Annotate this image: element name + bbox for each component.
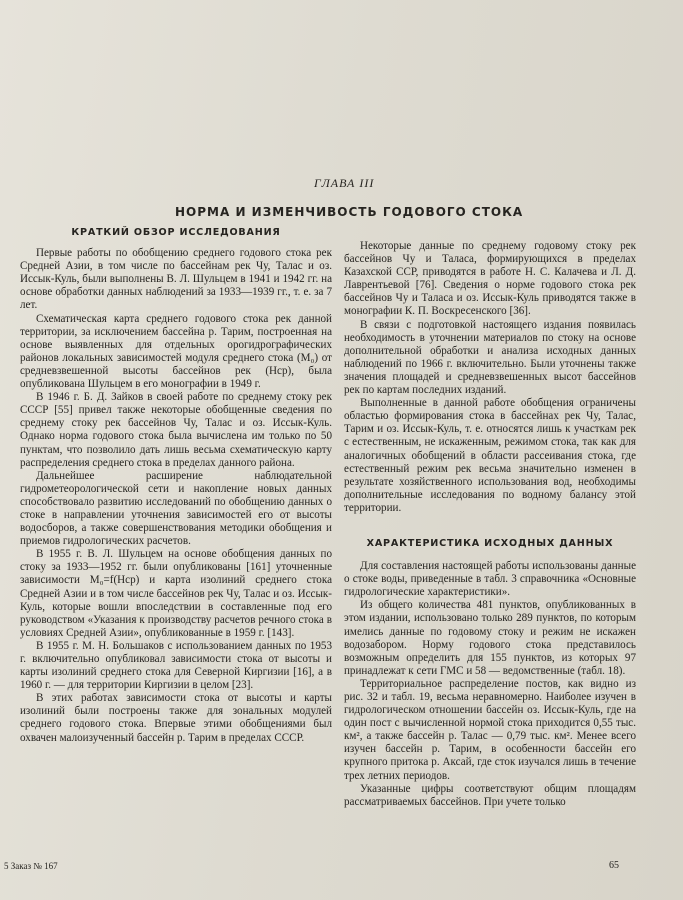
- section-heading-source-data: ХАРАКТЕРИСТИКА ИСХОДНЫХ ДАННЫХ: [366, 537, 614, 549]
- paragraph: Первые работы по обобщению среднего годового стока рек Средней Азии, в том числе по бассейнам рек Чу, Талас и оз. Иссык-Куль, были выполнены В. Л. Шульцем в 1941 и 1942 гг. на основе обработки данных наблюдений за 1933—1939 гг., т. е. за 7 лет.: [20, 247, 332, 312]
- paragraph: Указанные цифры соответствуют общим площадям рассматриваемых бассейнов. При учете только: [344, 782, 636, 808]
- paragraph: Дальнейшее расширение наблюдательной гидрометеорологической сети и накопление новых данных способствовало развитию исследований по обобщению данных о стоке в направлении уточнения зависимостей его от высоты водосборов, а также совершенствования методики обобщения и приемов гидрологических расчетов.: [20, 469, 332, 548]
- right-column: [344, 240, 636, 809]
- paragraph: Некоторые данные по среднему годовому стоку рек бассейнов Чу и Таласа, формирующихся в пределах Казахской ССР, приводятся в работе Н. С. Калачева и Л. Д. Лаврентьевой [76]. Сведения о норме годового стока рек бассейнов Чу и Талаcа и оз. Иссык-Куль приводятся также в монографии К. П. Воскресенского [36].: [344, 240, 636, 318]
- section-heading-review: КРАТКИЙ ОБЗОР ИССЛЕДОВАНИЯ: [71, 227, 281, 238]
- paragraph: В 1955 г. В. Л. Шульцем на основе обобщения данных по стоку за 1933—1952 гг. были опубликованы [161] уточненные зависимости M₀=f(Hср) и карта изолиний среднего стока Средней Азии и в том числе бассейнов рек Чу, Талас и оз. Иссык-Куль, которые вошли впоследствии в составленные под его руководством «Указания к производству расчетов речного стока в условиях Средней Азии», опубликованные в 1959 г. [143].: [20, 548, 332, 639]
- paragraph: В связи с подготовкой настоящего издания появилась необходимость в уточнении материалов по стоку на основе дополнительной обработки и анализа исходных данных наблюдений по 1966 г. включительно. Были уточнены также значения площадей и средневзвешенных высот бассейнов рек по картам последних изданий.: [344, 318, 636, 397]
- chapter-label: ГЛАВА III: [314, 176, 375, 190]
- paragraph: Территориальное распределение постов, как видно из рис. 32 и табл. 19, весьма неравномерно. Наиболее изучен в гидрологическом отношении бассейн оз. Иссык-Куль, где на один пост с вычисленной нормой стока приходится 0,55 тыс. км², а также бассейн р. Талас — 0,79 тыс. км². Менее всего изучен бассейн р. Тарим, в особенности бассейн его крупного притока р. Аксай, где сток изучался лишь в течение трех летних периодов.: [344, 677, 636, 782]
- chapter-title: НОРМА И ИЗМЕНЧИВОСТЬ ГОДОВОГО СТОКА: [175, 205, 524, 219]
- paragraph: Для составления настоящей работы использованы данные о стоке воды, приведенные в табл. 3 справочника «Основные гидрологические характеристики».: [344, 560, 636, 599]
- paragraph: Из общего количества 481 пунктов, опубликованных в этом издании, использовано только 289 пунктов, по которым имелись данные по годовому стоку и режим не искажен водозабором. Норму годового стока представилось возможным определить для 155 пунктов, из которых 97 принадлежат к сети ГМС и 58 — ведомственные (табл. 18).: [344, 599, 636, 677]
- left-column: [20, 226, 332, 745]
- page-number: 65: [609, 860, 619, 871]
- paragraph: Выполненные в данной работе обобщения ограничены областью формирования стока в бассейнах рек Чу, Талас, Тарим и оз. Иссык-Куль, т. е. относятся лишь к участкам рек с естественным, не искаженным, режимом стока, так как для аналогичных обобщений в области рассеивания стока, где естественный режим рек весьма значительно изменен в результате хозяйственного использования вод, необходимы дополнительные исследования по водному балансу этой территории.: [344, 397, 636, 514]
- printer-signature: 5 Заказ № 167: [4, 861, 58, 871]
- paragraph: В 1955 г. М. Н. Большаков с использованием данных по 1953 г. включительно опубликовал зависимости стока от высоты и карты изолиний среднего стока для Северной Киргизии [16], а в 1960 г. — для территории Киргизии в целом [23].: [20, 639, 332, 692]
- paragraph: В 1946 г. Б. Д. Зайков в своей работе по среднему стоку рек СССР [55] привел также некоторые обобщенные сведения по среднему стоку рек бассейнов Чу, Талас и оз. Иссык-Куль. Однако норма годового стока была вычислена им только по 50 пунктам, что позволило дать лишь весьма схематическую карту распределения среднего стока в пределах данного района.: [20, 391, 332, 469]
- paragraph: Схематическая карта среднего годового стока рек данной территории, за исключением бассейна р. Тарим, построенная на основе выявленных для отдельных орогидрографических районов локальных зависимостей модуля среднего стока (M₀) от средневзвешенной высоты бассейнов рек (Hср), была опубликована Шульцем в его монографии в 1949 г.: [20, 312, 332, 391]
- paragraph: В этих работах зависимости стока от высоты и карты изолиний были построены также для зональных модулей среднего годового стока. Впервые этими обобщениями был охвачен малоизученный бассейн р. Тарим в пределах СССР.: [20, 692, 332, 744]
